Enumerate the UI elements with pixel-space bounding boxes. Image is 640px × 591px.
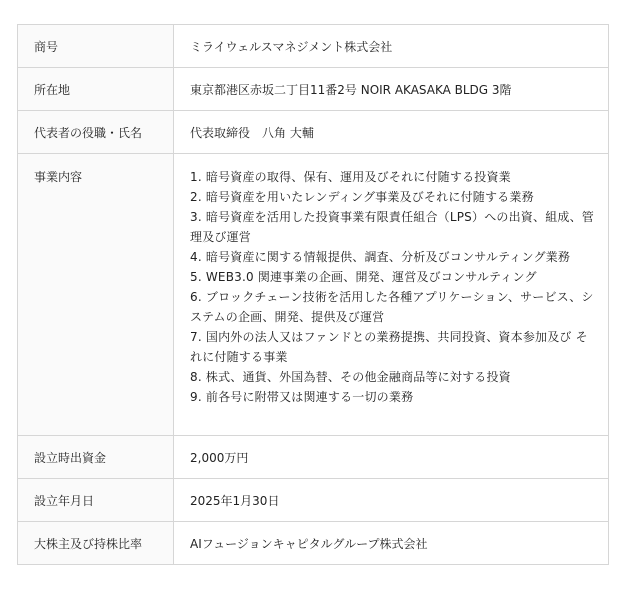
list-item: 9. 前各号に附帯又は関連する一切の業務: [190, 390, 414, 404]
list-item: 3. 暗号資産を活用した投資事業有限責任組合（LPS）への出資、組成、管理及び運営: [190, 210, 595, 244]
row-label: 所在地: [18, 68, 174, 111]
row-label: 代表者の役職・氏名: [18, 111, 174, 154]
row-address: [18, 68, 609, 111]
list-item: 4. 暗号資産に関する情報提供、調査、分析及びコンサルティング業務: [190, 250, 571, 264]
list-item: 1. 暗号資産の取得、保有、運用及びそれに付随する投資業: [190, 170, 511, 184]
row-value: 東京都港区赤坂二丁目11番2号 NOIR AKASAKA BLDG 3階: [174, 68, 609, 111]
row-business-description: [18, 154, 609, 436]
business-list: [190, 167, 594, 407]
row-value: 2,000万円: [174, 436, 609, 479]
row-representative: [18, 111, 609, 154]
list-item: 8. 株式、通貨、外国為替、その他金融商品等に対する投資: [190, 370, 511, 384]
row-label: 商号: [18, 25, 174, 68]
company-overview-table: [17, 24, 609, 565]
list-item: 7. 国内外の法人又はファンドとの業務提携、共同投資、資本参加及び それに付随する事業: [190, 330, 588, 364]
row-label: 大株主及び持株比率: [18, 522, 174, 565]
row-trade-name: [18, 25, 609, 68]
row-label: 事業内容: [18, 154, 174, 436]
list-item: 6. ブロックチェーン技術を活用した各種アプリケーション、サービス、システムの企画、開発、提供及び運営: [190, 290, 594, 324]
row-value: ミライウェルスマネジメント株式会社: [174, 25, 609, 68]
row-value: 代表取締役 八角 大輔: [174, 111, 609, 154]
row-label: 設立時出資金: [18, 436, 174, 479]
row-established-date: [18, 479, 609, 522]
row-value: [174, 154, 609, 436]
list-item: 2. 暗号資産を用いたレンディング事業及びそれに付随する業務: [190, 190, 534, 204]
row-label: 設立年月日: [18, 479, 174, 522]
row-value: 2025年1月30日: [174, 479, 609, 522]
row-value: AIフュージョンキャピタルグループ株式会社: [174, 522, 609, 565]
row-capital: [18, 436, 609, 479]
row-major-shareholder: [18, 522, 609, 565]
list-item: 5. WEB3.0 関連事業の企画、開発、運営及びコンサルティング: [190, 270, 537, 284]
